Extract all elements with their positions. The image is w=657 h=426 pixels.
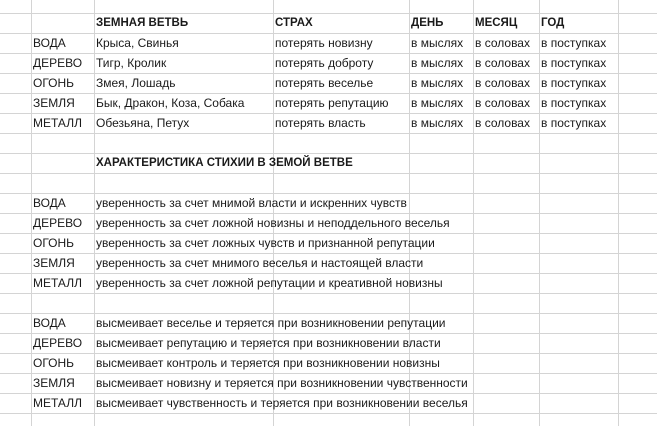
cell-characteristic[interactable]: уверенность за счет ложной репутации и креативной новизны	[96, 276, 443, 290]
cell-animals[interactable]: Змея, Лошадь	[96, 76, 176, 90]
grid-line-h	[0, 133, 657, 134]
cell-month[interactable]: в соловах	[475, 36, 530, 50]
cell-behavior[interactable]: высмеивает репутацию и теряется при возникновении власти	[96, 336, 441, 350]
cell-year[interactable]: в поступках	[541, 36, 607, 50]
cell-month[interactable]: в соловах	[475, 116, 530, 130]
cell-year[interactable]: в поступках	[541, 76, 607, 90]
cell-element[interactable]: ЗЕМЛЯ	[33, 256, 75, 270]
cell-month[interactable]: в соловах	[475, 76, 530, 90]
cell-element[interactable]: ОГОНЬ	[33, 76, 75, 90]
header-month[interactable]: МЕСЯЦ	[475, 17, 518, 29]
cell-day[interactable]: в мыслях	[411, 76, 464, 90]
header-branch[interactable]: ЗЕМНАЯ ВЕТВЬ	[96, 17, 189, 29]
section-title[interactable]: ХАРАКТЕРИСТИКА СТИХИИ В ЗЕМОЙ ВЕТВЕ	[96, 157, 353, 169]
grid-line-h	[0, 173, 657, 174]
cell-element[interactable]: ВОДА	[33, 316, 66, 330]
cell-behavior[interactable]: высмеивает веселье и теряется при возникновении репутации	[96, 316, 446, 330]
cell-fear[interactable]: потерять власть	[275, 116, 366, 130]
cell-characteristic[interactable]: уверенность за счет ложных чувств и признанной репутации	[96, 236, 435, 250]
cell-element[interactable]: ДЕРЕВО	[33, 56, 83, 70]
cell-element[interactable]: МЕТАЛЛ	[33, 396, 82, 410]
cell-year[interactable]: в поступках	[541, 96, 607, 110]
cell-animals[interactable]: Обезьяна, Петух	[96, 116, 190, 130]
cell-year[interactable]: в поступках	[541, 56, 607, 70]
cell-animals[interactable]: Бык, Дракон, Коза, Собака	[96, 96, 245, 110]
cell-element[interactable]: ДЕРЕВО	[33, 216, 83, 230]
cell-year[interactable]: в поступках	[541, 116, 607, 130]
cell-element[interactable]: ОГОНЬ	[33, 356, 75, 370]
cell-characteristic[interactable]: уверенность за счет мнимой власти и искренних чувств	[96, 196, 407, 210]
grid-line-h	[0, 293, 657, 294]
cell-day[interactable]: в мыслях	[411, 56, 464, 70]
cell-element[interactable]: ВОДА	[33, 36, 66, 50]
header-fear[interactable]: СТРАХ	[275, 17, 313, 29]
cell-animals[interactable]: Крыса, Свинья	[96, 36, 179, 50]
cell-element[interactable]: ВОДА	[33, 196, 66, 210]
cell-month[interactable]: в соловах	[475, 96, 530, 110]
cell-month[interactable]: в соловах	[475, 56, 530, 70]
cell-behavior[interactable]: высмеивает новизну и теряется при возникновении чувственности	[96, 376, 468, 390]
cell-behavior[interactable]: высмеивает чувственность и теряется при возникновении веселья	[96, 396, 468, 410]
cell-characteristic[interactable]: уверенность за счет ложной новизны и неподдельного веселья	[96, 216, 450, 230]
cell-fear[interactable]: потерять доброту	[275, 56, 374, 70]
cell-day[interactable]: в мыслях	[411, 116, 464, 130]
cell-element[interactable]: МЕТАЛЛ	[33, 276, 82, 290]
cell-day[interactable]: в мыслях	[411, 96, 464, 110]
cell-animals[interactable]: Тигр, Кролик	[96, 56, 167, 70]
cell-fear[interactable]: потерять новизну	[275, 36, 373, 50]
cell-fear[interactable]: потерять репутацию	[275, 96, 389, 110]
cell-element[interactable]: ОГОНЬ	[33, 236, 75, 250]
cell-element[interactable]: ДЕРЕВО	[33, 336, 83, 350]
cell-element[interactable]: ЗЕМЛЯ	[33, 376, 75, 390]
header-day[interactable]: ДЕНЬ	[411, 17, 444, 29]
cell-behavior[interactable]: высмеивает контроль и теряется при возникновении новизны	[96, 356, 440, 370]
header-year[interactable]: ГОД	[541, 17, 565, 29]
grid-line-h	[0, 413, 657, 414]
cell-element[interactable]: МЕТАЛЛ	[33, 116, 82, 130]
cell-day[interactable]: в мыслях	[411, 36, 464, 50]
cell-fear[interactable]: потерять веселье	[275, 76, 374, 90]
cell-characteristic[interactable]: уверенность за счет мнимого веселья и настоящей власти	[96, 256, 424, 270]
cell-element[interactable]: ЗЕМЛЯ	[33, 96, 75, 110]
